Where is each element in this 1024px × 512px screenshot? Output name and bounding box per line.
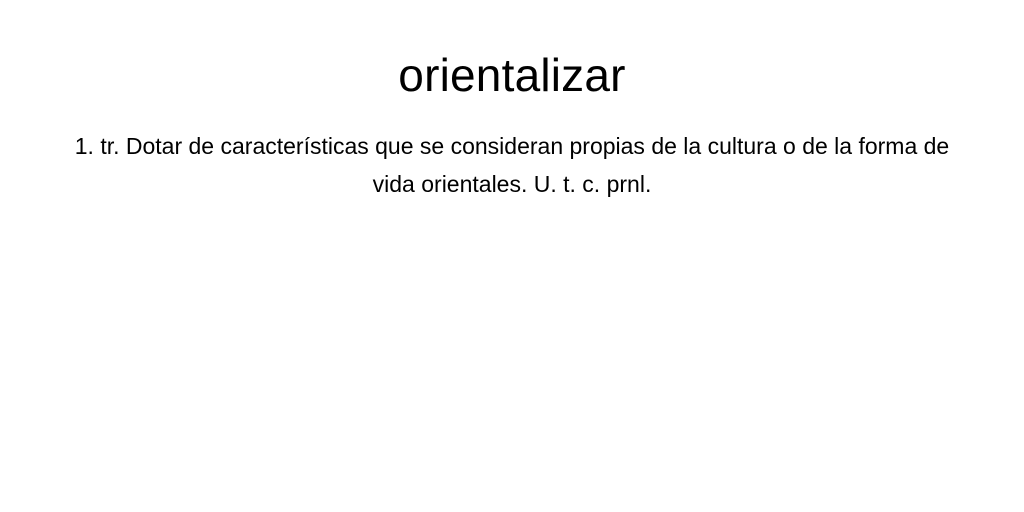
entry-headword: orientalizar <box>398 49 626 101</box>
entry-definition: 1. tr. Dotar de características que se consideran propias de la cultura o de la forma de vida orientales. U. t. c. prnl. <box>74 133 950 197</box>
